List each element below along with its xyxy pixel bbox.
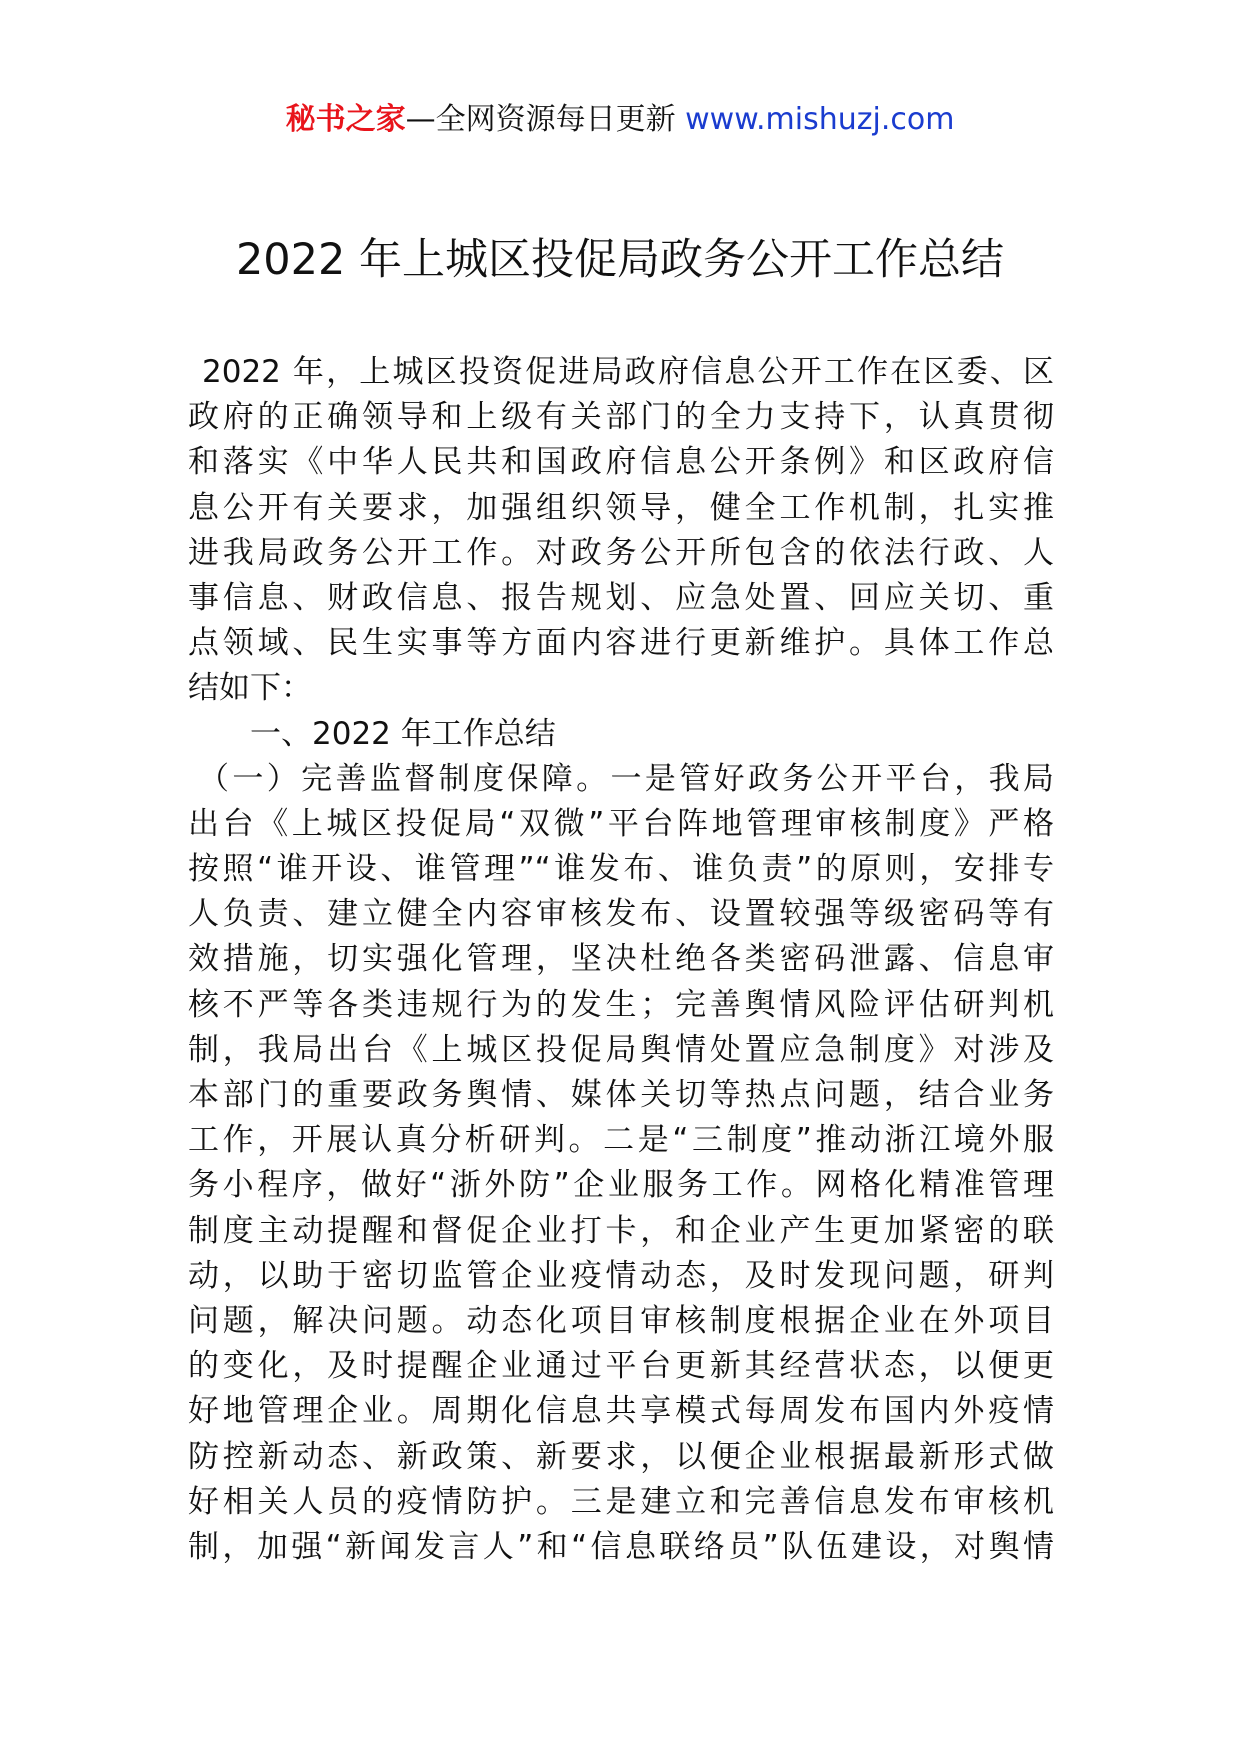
- paragraph-line: 务小程序，做好“浙外防”企业服务工作。网格化精准管理: [188, 1167, 1054, 1204]
- paragraph-line: 好相关人员的疫情防护。三是建立和完善信息发布审核机: [188, 1483, 1054, 1520]
- paragraph-line: 政府的正确领导和上级有关部门的全力支持下，认真贯彻: [188, 399, 1054, 436]
- paragraph-line: 本部门的重要政务舆情、媒体关切等热点问题，结合业务: [188, 1077, 1054, 1113]
- site-header: [0, 100, 1240, 140]
- paragraph-line: （一）完善监督制度保障。一是管好政务公开平台，我局: [198, 760, 1054, 797]
- paragraph-line: 动，以助于密切监管企业疫情动态，及时发现问题，研判: [188, 1257, 1054, 1294]
- document-title: 2022 年上城区投促局政务公开工作总结: [235, 235, 1005, 285]
- paragraph-line: 息公开有关要求，加强组织领导，健全工作机制，扎实推: [188, 489, 1054, 526]
- paragraph-line: 点领域、民生实事等方面内容进行更新维护。具体工作总: [188, 625, 1054, 662]
- paragraph-line: 效措施，切实强化管理，坚决杜绝各类密码泄露、信息审: [188, 941, 1054, 978]
- paragraph-line: 防控新动态、新政策、新要求，以便企业根据最新形式做: [188, 1438, 1054, 1475]
- paragraph-line: 好地管理企业。周期化信息共享模式每周发布国内外疫情: [188, 1393, 1054, 1430]
- paragraph-line: 核不严等各类违规行为的发生；完善舆情风险评估研判机: [188, 986, 1054, 1023]
- paragraph-line: 出台《上城区投促局“双微”平台阵地管理审核制度》严格: [188, 805, 1054, 842]
- section-heading: 一、2022 年工作总结: [250, 715, 556, 752]
- paragraph-line: 制度主动提醒和督促企业打卡，和企业产生更加紧密的联: [188, 1212, 1054, 1249]
- paragraph-line: 的变化，及时提醒企业通过平台更新其经营状态，以便更: [188, 1348, 1054, 1385]
- brand-name: 秘书之家: [285, 102, 406, 137]
- paragraph-line: 结如下：: [188, 670, 312, 707]
- paragraph-line: 制，加强“新闻发言人”和“信息联络员”队伍建设，对舆情: [188, 1528, 1054, 1565]
- paragraph-line: 人负责、建立健全内容审核发布、设置较强等级密码等有: [188, 896, 1054, 933]
- paragraph-line: 进我局政务公开工作。对政务公开所包含的依法行政、人: [188, 534, 1054, 571]
- paragraph-line: 工作，开展认真分析研判。二是“三制度”推动浙江境外服: [188, 1122, 1054, 1159]
- document-body: [188, 350, 1054, 1570]
- site-url-link[interactable]: www.mishuzj.com: [685, 102, 955, 137]
- header-slogan: —全网资源每日更新: [405, 102, 686, 137]
- paragraph-line: 制，我局出台《上城区投促局舆情处置应急制度》对涉及: [188, 1031, 1054, 1068]
- paragraph-line: 问题，解决问题。动态化项目审核制度根据企业在外项目: [188, 1302, 1054, 1339]
- paragraph-line: 2022 年，上城区投资促进局政府信息公开工作在区委、区: [202, 354, 1054, 390]
- paragraph-line: 按照“谁开设、谁管理”“谁发布、谁负责”的原则，安排专: [188, 851, 1054, 888]
- paragraph-line: 和落实《中华人民共和国政府信息公开条例》和区政府信: [188, 444, 1054, 481]
- paragraph-line: 事信息、财政信息、报告规划、应急处置、回应关切、重: [188, 579, 1054, 616]
